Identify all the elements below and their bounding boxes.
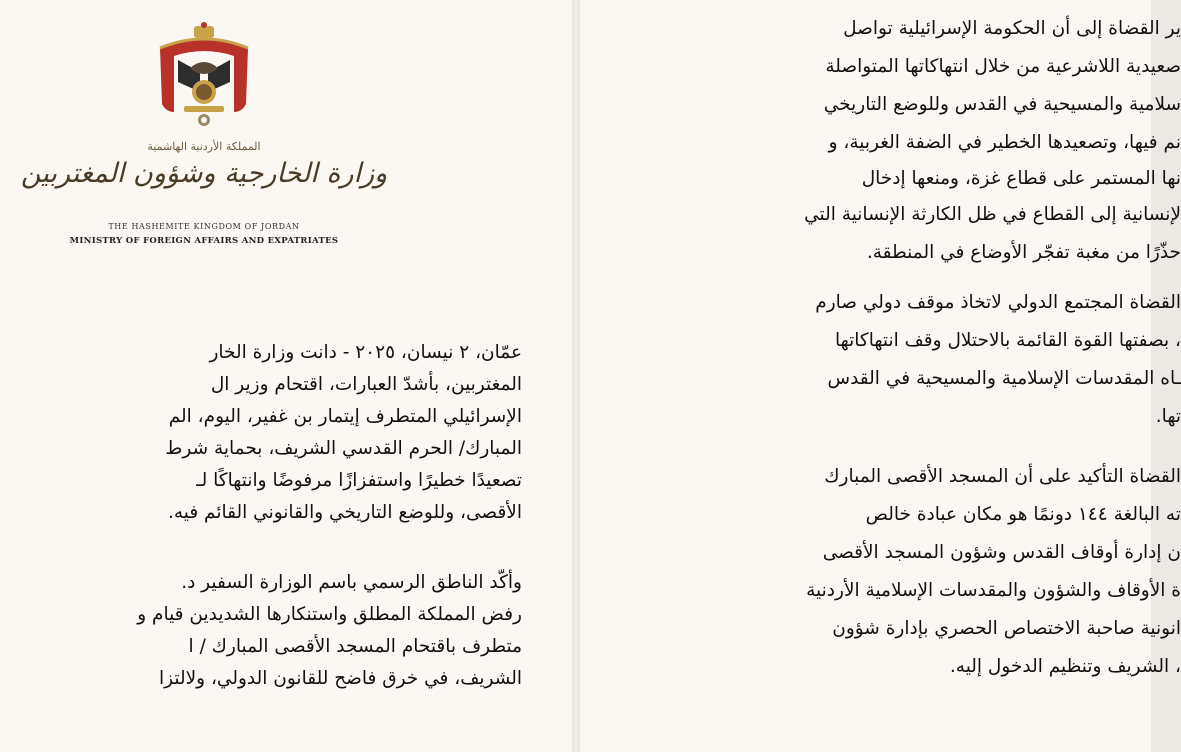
left-page [0, 0, 572, 752]
body-text-line: تها. [1155, 406, 1181, 427]
body-text-line: تصعيدًا خطيرًا واستفزازًا مرفوضًا وانتهاكًا لـ [196, 470, 522, 491]
body-text-line: الشريف، في خرق فاضح للقانون الدولي، ولالتزا [159, 668, 522, 689]
body-text-line: رفض المملكة المطلق واستنكارها الشديدين قيام و [137, 604, 522, 625]
body-text-line: القضاة التأكيد على أن المسجد الأقصى المبارك [824, 466, 1181, 487]
body-text-line: القضاة المجتمع الدولي لاتخاذ موقف دولي صارم [815, 292, 1181, 313]
body-text-line: سلامية والمسيحية في القدس وللوضع التاريخي [823, 94, 1181, 115]
body-text-line: المغتربين، بأشدّ العبارات، اقتحام وزير ال [210, 374, 522, 395]
page-gutter [572, 0, 580, 752]
body-text-line: متطرف باقتحام المسجد الأقصى المبارك / ا [188, 636, 522, 657]
body-text-line: ة الأوقاف والشؤون والمقدسات الإسلامية الأردنية [806, 580, 1181, 601]
body-text-line: ير القضاة إلى أن الحكومة الإسرائيلية تواصل [843, 18, 1181, 39]
body-text-line: انونية صاحبة الاختصاص الحصري بإدارة شؤون [832, 618, 1181, 639]
letterhead-kingdom-english: THE HASHEMITE KINGDOM OF JORDAN [108, 222, 300, 231]
letterhead-ministry-english: MINISTRY OF FOREIGN AFFAIRS AND EXPATRIATES [69, 236, 339, 246]
body-text-line: حذّرًا من مغبة تفجّر الأوضاع في المنطقة. [866, 242, 1181, 263]
body-text-line: عمّان، ٢ نيسان، ٢٠٢٥ - دانت وزارة الخار [209, 342, 522, 363]
body-text-line: الإسرائيلي المتطرف إيتمار بن غفير، اليوم، الم [168, 406, 522, 427]
body-text-line: نم فيها، وتصعيدها الخطير في الضفة الغربية، و [828, 132, 1181, 153]
body-text-line: نها المستمر على قطاع غزة، ومنعها إدخال [861, 168, 1181, 189]
letterhead-kingdom-arabic: المملكة الأردنية الهاشمية [147, 140, 261, 153]
body-text-line: ، الشريف وتنظيم الدخول إليه. [949, 656, 1181, 677]
body-text-line: ـاه المقدسات الإسلامية والمسيحية في القدس [827, 368, 1181, 389]
letterhead-ministry-arabic: وزارة الخارجية وشؤون المغتربين [20, 158, 388, 189]
body-text-line: لإنسانية إلى القطاع في ظل الكارثة الإنسانية التي [804, 204, 1181, 225]
right-page [580, 0, 1181, 752]
body-text-line: ته البالغة ١٤٤ دونمًا هو مكان عبادة خالص [865, 504, 1181, 525]
body-text-line: الأقصى، وللوضع التاريخي والقانوني القائم فيه. [167, 502, 522, 523]
jordan-coat-of-arms-icon [150, 22, 258, 132]
body-text-line: ن إدارة أوقاف القدس وشؤون المسجد الأقصى [822, 542, 1181, 563]
body-text-line: صعيدية اللاشرعية من خلال انتهاكاتها المتواصلة [825, 56, 1181, 77]
body-text-line: المبارك/ الحرم القدسي الشريف، بحماية شرط [165, 438, 522, 459]
body-text-line: ، بصفتها القوة القائمة بالاحتلال وقف انتهاكاتها [834, 330, 1181, 351]
body-text-line: وأكّد الناطق الرسمي باسم الوزارة السفير د. [181, 572, 522, 593]
